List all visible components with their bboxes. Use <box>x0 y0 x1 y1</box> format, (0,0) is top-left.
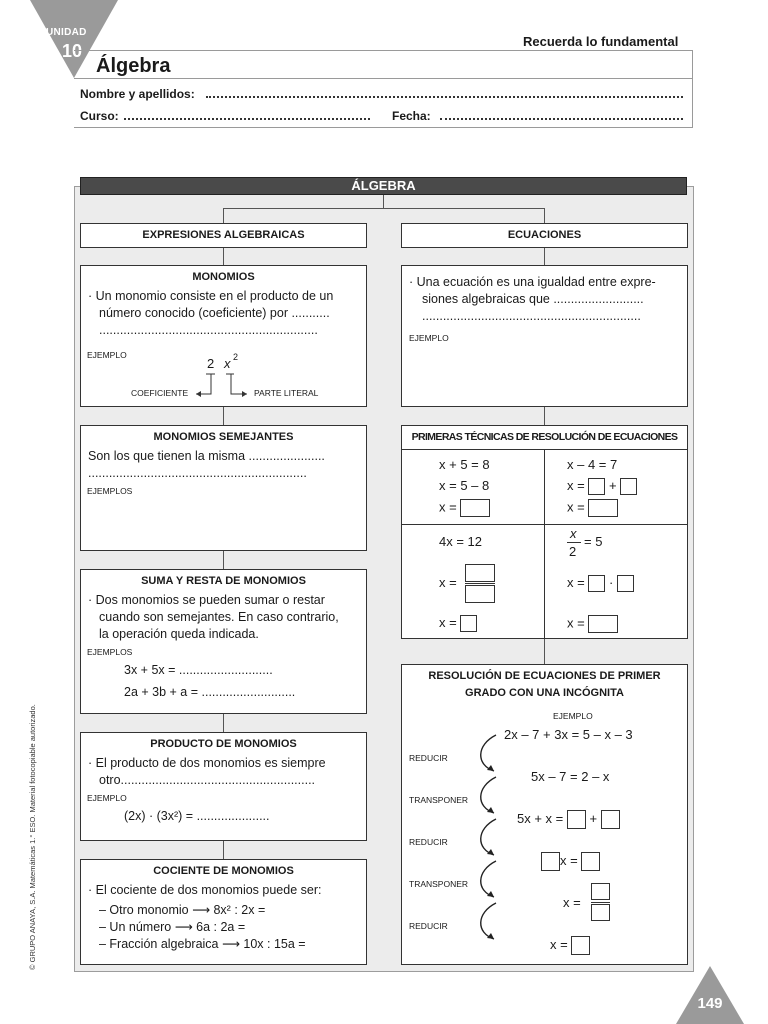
answer-box[interactable] <box>567 810 586 829</box>
step-label: REDUCIR <box>409 753 448 763</box>
answer-box[interactable] <box>571 936 590 955</box>
equations-header: ECUACIONES <box>401 223 688 248</box>
monomios-title: MONOMIOS <box>192 271 255 283</box>
answer-box[interactable] <box>588 499 618 517</box>
answer-box[interactable] <box>460 499 490 517</box>
answer-box[interactable] <box>601 810 620 829</box>
denominator-box[interactable] <box>591 904 610 921</box>
date-label: Fecha: <box>392 109 431 123</box>
semejantes-box: MONOMIOS SEMEJANTES Son los que tienen la misma ...................... ............................................................... EJEMPLOS <box>80 425 367 551</box>
answer-box[interactable] <box>588 575 605 592</box>
numerator-box[interactable] <box>465 564 495 582</box>
numerator-box[interactable] <box>591 883 610 900</box>
answer-box[interactable] <box>617 575 634 592</box>
page-title: Álgebra <box>96 55 171 77</box>
copyright-text: © GRUPO ANAYA, S.A. Matemáticas 1.° ESO. Material fotocopiable autorizado. <box>28 704 37 970</box>
suma-resta-box: SUMA Y RESTA DE MONOMIOS · Dos monomios se pueden sumar o restar cuando son semejantes. En caso contrario, la operación queda indicada. EJEMPLOS 3x + 5x = ........................... 2a + 3b + a = ........................... <box>80 569 367 714</box>
step-label: TRANSPONER <box>409 795 469 805</box>
answer-box[interactable] <box>581 852 600 871</box>
monomios-box: MONOMIOS · Un monomio consiste en el producto de un número conocido (coeficiente) por ........... ............................................................... EJEMPLO 2 x 2 COEFICIENTE PARTE LITERAL <box>80 265 367 407</box>
date-field[interactable] <box>440 118 683 120</box>
answer-box[interactable] <box>541 852 560 871</box>
expressions-header: EXPRESIONES ALGEBRAICAS <box>80 223 367 248</box>
answer-box[interactable] <box>588 615 618 633</box>
answer-box[interactable] <box>620 478 637 495</box>
algebra-banner: ÁLGEBRA <box>80 177 687 195</box>
step-label: TRANSPONER <box>409 879 469 889</box>
unit-label: UNIDAD <box>46 27 87 38</box>
course-label: Curso: <box>80 109 119 123</box>
answer-box[interactable] <box>460 615 477 632</box>
denominator-box[interactable] <box>465 585 495 603</box>
name-field[interactable] <box>206 96 683 98</box>
coefficient-label: COEFICIENTE <box>131 388 189 398</box>
unit-number: 10 <box>62 41 83 61</box>
monomial-variable: x <box>224 356 231 371</box>
answer-box[interactable] <box>588 478 605 495</box>
step-label: REDUCIR <box>409 921 448 931</box>
section-title: Recuerda lo fundamental <box>523 34 679 49</box>
literal-part-label: PARTE LITERAL <box>254 388 319 398</box>
resolution-box: RESOLUCIÓN DE ECUACIONES DE PRIMER GRADO CON UNA INCÓGNITA EJEMPLO 2x – 7 + 3x = 5 – x – 3 5x – 7 = 2 – x 5x + x = + x = x = x = REDUCIR TRANSPONER REDUCIR TRANSPONER REDUCIR <box>401 664 688 965</box>
name-label: Nombre y apellidos: <box>80 87 195 101</box>
course-field[interactable] <box>124 118 370 120</box>
page-number: 149 <box>697 995 723 1012</box>
cociente-box: COCIENTE DE MONOMIOS · El cociente de dos monomios puede ser: – Otro monomio ⟶ 8x² : 2x = – Un número ⟶ 6a : 2a = – Fracción algebraica ⟶ 10x : 15a = <box>80 859 367 965</box>
monomial-coefficient: 2 <box>207 356 215 371</box>
step-label: REDUCIR <box>409 837 448 847</box>
step-arrows <box>474 731 504 961</box>
equation-definition-box: · Una ecuación es una igualdad entre expre- siones algebraicas que .......................... ............................................................... EJEMPLO <box>401 265 688 407</box>
producto-box: PRODUCTO DE MONOMIOS · El producto de dos monomios es siempre otro........................................................ EJEMPLO (2x) · (3x²) = ..................... <box>80 732 367 841</box>
techniques-box: PRIMERAS TÉCNICAS DE RESOLUCIÓN DE ECUACIONES x + 5 = 8 x = 5 – 8 x = x – 4 = 7 x = + x = 4x = 12 x = x = x 2 = 5 x = · x = <box>401 425 688 639</box>
